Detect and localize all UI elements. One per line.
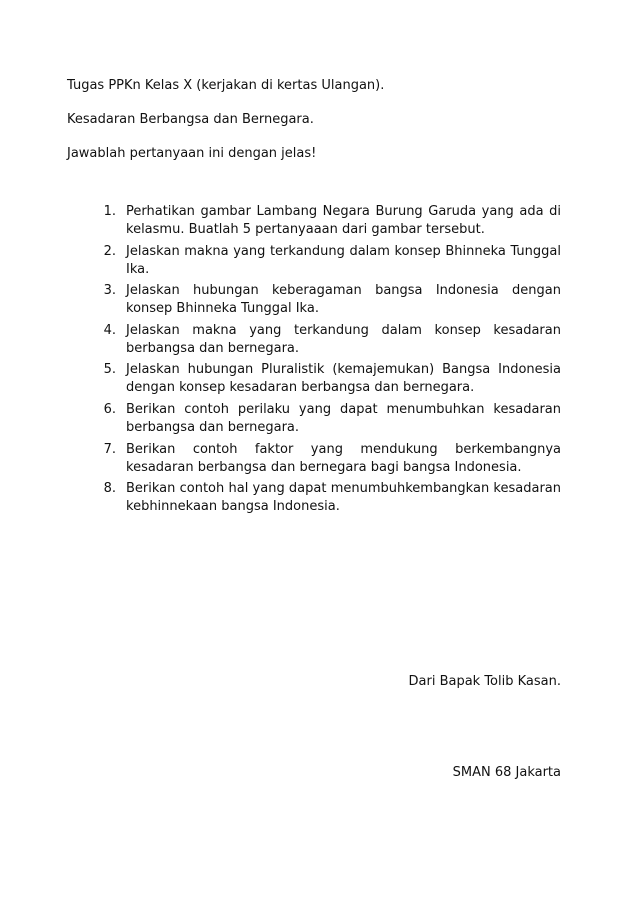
list-item [67, 401, 561, 437]
assignment-title: Tugas PPKn Kelas X (kerjakan di kertas Ulangan). [67, 78, 385, 93]
question-number: 8. [103, 481, 116, 497]
list-item [67, 480, 561, 516]
question-text: Jelaskan makna yang terkandung dalam konsep Bhinneka Tunggal Ika. [126, 243, 561, 277]
question-number: 5. [103, 362, 116, 378]
question-number: 6. [103, 401, 116, 417]
list-item [67, 282, 561, 318]
list-item [67, 243, 561, 279]
question-number: 7. [103, 441, 116, 457]
question-text: Berikan contoh hal yang dapat menumbuhkembangkan kesadaran kebhinnekaan bangsa Indonesia. [126, 481, 561, 515]
question-text: Berikan contoh perilaku yang dapat menumbuhkan kesadaran berbangsa dan bernegara. [126, 401, 561, 435]
list-item [67, 322, 561, 358]
assignment-instruction: Jawablah pertanyaan ini dengan jelas! [67, 146, 317, 161]
question-number: 2. [103, 243, 116, 259]
teacher-signature: Dari Bapak Tolib Kasan. [408, 674, 561, 689]
question-list [67, 203, 561, 520]
question-text: Perhatikan gambar Lambang Negara Burung Garuda yang ada di kelasmu. Buatlah 5 pertanyaaan dari gambar tersebut. [126, 204, 561, 237]
question-text: Jelaskan makna yang terkandung dalam konsep kesadaran berbangsa dan bernegara. [126, 322, 561, 356]
list-item [67, 203, 561, 239]
assignment-topic: Kesadaran Berbangsa dan Bernegara. [67, 112, 314, 127]
list-item [67, 361, 561, 397]
question-text: Berikan contoh faktor yang mendukung berkembangnya kesadaran berbangsa dan bernegara bagi bangsa Indonesia. [126, 441, 561, 475]
question-text: Jelaskan hubungan Pluralistik (kemajemukan) Bangsa Indonesia dengan konsep kesadaran berbangsa dan bernegara. [126, 362, 561, 396]
question-text: Jelaskan hubungan keberagaman bangsa Indonesia dengan konsep Bhinneka Tunggal Ika. [126, 283, 561, 317]
question-number: 4. [103, 322, 116, 338]
question-number: 1. [103, 204, 116, 219]
list-item [67, 441, 561, 477]
question-number: 3. [103, 283, 116, 299]
school-name: SMAN 68 Jakarta [452, 765, 561, 780]
